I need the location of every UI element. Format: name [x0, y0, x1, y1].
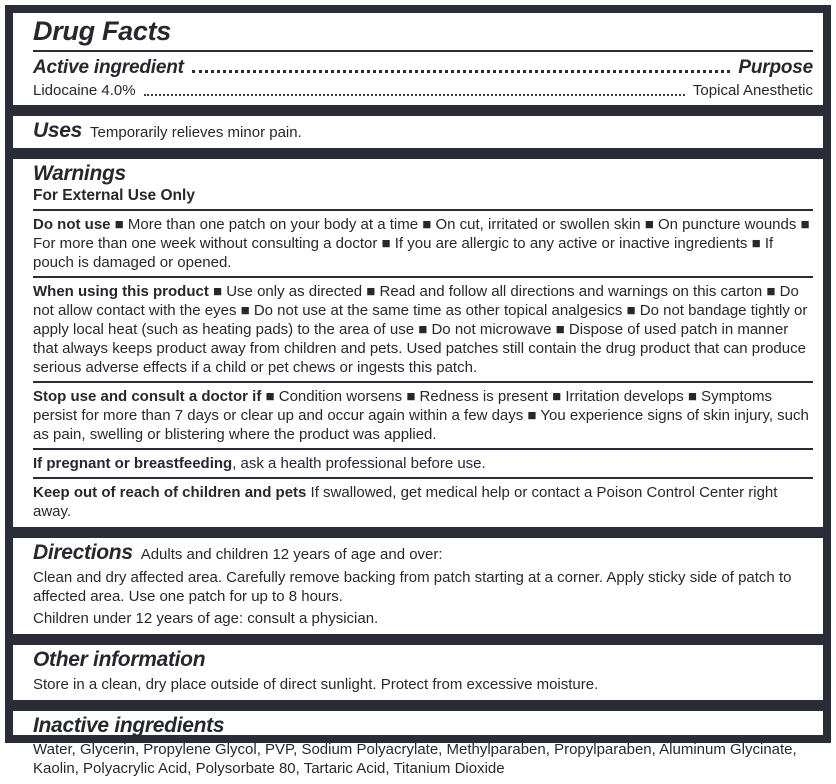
inactive-ingredients-text: Water, Glycerin, Propylene Glycol, PVP, Sodium Polyacrylate, Methylparaben, Propylparaben, Aluminum Glycinate, Kaolin, Polyacrylic Acid, Polysorbate 80, Tartaric Acid, Titanium Dioxide	[33, 740, 797, 777]
stop-use-paragraph	[33, 387, 813, 444]
dot-leader	[192, 70, 731, 73]
title-divider	[33, 50, 813, 52]
warnings-divider	[33, 381, 813, 383]
section-divider-bar	[13, 527, 823, 538]
warnings-heading: Warnings	[33, 162, 126, 186]
active-ingredient-value-row	[33, 81, 813, 100]
directions-heading: Directions	[33, 541, 133, 565]
section-other-information	[13, 645, 823, 699]
section-header-active-ingredient	[13, 13, 823, 105]
section-inactive-ingredients	[13, 711, 823, 784]
warnings-divider	[33, 276, 813, 278]
uses-text: Temporarily relieves minor pain.	[90, 124, 302, 142]
inactive-ingredients-heading: Inactive ingredients	[33, 713, 225, 737]
pregnant-lead: If pregnant or breastfeeding	[33, 455, 233, 473]
section-uses	[13, 116, 823, 148]
section-directions	[13, 538, 823, 634]
warnings-divider	[33, 448, 813, 450]
pregnant-text: , ask a health professional before use.	[232, 455, 486, 473]
directions-intro: Adults and children 12 years of age and over:	[140, 546, 443, 564]
directions-children: Children under 12 years of age: consult a physician.	[33, 610, 379, 628]
active-ingredient-heading-row	[33, 57, 813, 79]
stop-use-lead: Stop use and consult a doctor if	[33, 388, 262, 406]
drug-facts-title: Drug Facts	[33, 16, 172, 46]
pregnant-paragraph	[33, 454, 813, 473]
do-not-use-paragraph	[33, 215, 813, 272]
uses-heading: Uses	[33, 119, 83, 143]
drug-facts-label	[5, 5, 831, 777]
dot-leader	[144, 94, 685, 96]
warnings-divider	[33, 477, 813, 479]
active-ingredient-heading: Active ingredient	[33, 57, 184, 79]
warnings-divider	[33, 209, 813, 211]
purpose-value: Topical Anesthetic	[692, 82, 813, 100]
do-not-use-lead: Do not use	[33, 216, 111, 234]
section-divider-bar	[13, 105, 823, 116]
purpose-heading: Purpose	[738, 57, 813, 79]
do-not-use-items: ■ More than one patch on your body at a time ■ On cut, irritated or swollen skin ■ On puncture wounds ■ For more than one week without consulting a doctor ■ If you are allergic to any active or inactive ingredients ■ If pouch is damaged or opened.	[33, 216, 810, 272]
keep-out-lead: Keep out of reach of children and pets	[33, 484, 307, 502]
external-use-subheading: For External Use Only	[33, 187, 195, 205]
when-using-lead: When using this product	[33, 283, 209, 301]
keep-out-text: If swallowed, get medical help or contact a Poison Control Center right away.	[33, 484, 778, 521]
section-divider-bar	[13, 148, 823, 159]
stop-use-items: ■ Condition worsens ■ Redness is present ■ Irritation develops ■ Symptoms persist for more than 7 days or clear up and occur again within a few days ■ You experience signs of skin injury, such as pain, swelling or blistering where the product was applied.	[33, 388, 809, 444]
section-warnings	[13, 159, 823, 527]
active-ingredient-name: Lidocaine 4.0%	[33, 82, 136, 100]
when-using-paragraph	[33, 282, 813, 377]
directions-heading-row	[33, 541, 813, 565]
when-using-items: ■ Use only as directed ■ Read and follow all directions and warnings on this carton ■ Do not allow contact with the eyes ■ Do not use at the same time as other topical analgesics ■ Do not bandage tightly or apply local heat (such as heating pads) to the area of use ■ Do not microwave ■ Dispose of used patch in manner that always keeps product away from children and pets. Used patches still contain the drug product that can produce serious adverse effects if a child or pet chews or ingests this patch.	[33, 283, 808, 377]
directions-steps: Clean and dry affected area. Carefully remove backing from patch starting at a corner. Apply sticky side of patch to affected area. Use one patch for up to 8 hours.	[33, 569, 792, 606]
keep-out-paragraph	[33, 483, 813, 521]
other-information-heading: Other information	[33, 648, 206, 672]
other-information-text: Store in a clean, dry place outside of direct sunlight. Protect from excessive moisture.	[33, 675, 599, 693]
section-divider-bar	[13, 634, 823, 645]
section-divider-bar	[13, 700, 823, 711]
